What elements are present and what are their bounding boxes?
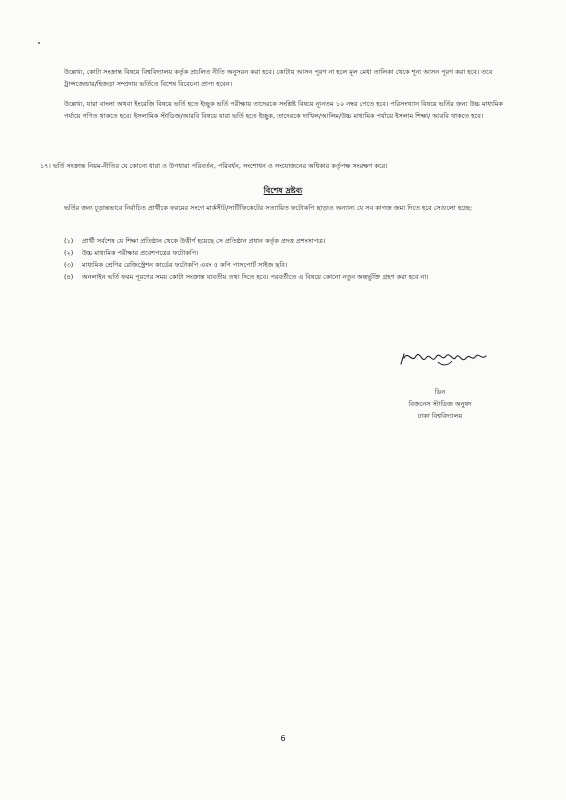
list-item-text: মাধ্যমিক শ্রেণির রেজিস্ট্রেশন কার্ডের ফটোকপি এবং ৫ কপি পাসপোর্ট সাইজ ছবি। xyxy=(82,261,288,269)
handwritten-signature xyxy=(398,342,490,370)
rule-17-paragraph: ১৭। ভর্তি সংক্রান্ত নিয়ম-নীতির যে কোনো ধারা ও উপধারা পরিবর্তন, পরিবর্ধন, সংশোধন ও সংযোজনের অধিকার কর্তৃপক্ষ সংরক্ষণ করে। xyxy=(40,162,388,170)
list-item-number: (১) xyxy=(64,237,74,245)
signatory-title: ডিন xyxy=(434,388,446,396)
list-item-text: প্রার্থী সর্বশেষ যে শিক্ষা প্রতিষ্ঠান থেকে উত্তীর্ণ হয়েছে সে প্রতিষ্ঠান প্রধান কর্তৃক প্রদত্ত প্রশংসাপত্র। xyxy=(82,237,326,245)
list-item-number: (২) xyxy=(64,249,74,257)
special-note-heading: বিশেষ দ্রষ্টব্য xyxy=(263,186,303,195)
subject-requirement-paragraph: উল্লেখ্য, যারা বাংলা অথবা ইংরেজি বিষয়ে ভর্তি হতে ইচ্ছুক ভর্তি পরীক্ষায় তাদেরকে সংশ্লিষ্ট বিষয়ে ন্যূনতম ১০ নম্বর পেতে হবে। পরিসংখ্যান বিষয়ে ভর্তির জন্য উচ্চ মাধ্যমিক পর্যায়ে গণিত থাকতে হবে। ইসলামিক স্টাডিজ/আরবি বিষয়ে যারা ভর্তি হতে ইচ্ছুক, তাদেরকে দাখিল/আলিম/উচ্চ মাধ্যমিক পর্যায়ে ইসলাম শিক্ষা/ আরবি থাকতে হবে। xyxy=(64,100,503,120)
list-item-number: (৩) xyxy=(64,261,74,269)
list-item-number: (৪) xyxy=(64,273,74,281)
list-item xyxy=(64,259,504,271)
signatory-university: ঢাকা বিশ্ববিদ্যালয় xyxy=(417,412,463,420)
scan-mark xyxy=(38,42,40,44)
list-item-text: অনলাইন ভর্তি ফরম পূরণের সময় কোটা সংক্রান্ত যাবতীয় তথ্য দিতে হবে। পরবর্তীতে এ বিষয়ে কোনো নতুন অন্তর্ভুক্তি গ্রহণ করা হবে না। xyxy=(82,273,429,281)
special-note-intro: ভর্তির জন্য চূড়ান্তভাবে নির্বাচিত প্রার্থীকে ফরমের সংগে মার্কসীট/সার্টিফিকেটের সত্যায়িত ফটোকপি ছাড়াও অন্যান্য যে সব কাগজ জমা দিতে হবে সেগুলো হচ্ছে: xyxy=(64,204,473,212)
required-documents-list xyxy=(64,235,504,283)
signatory-office xyxy=(395,386,485,422)
list-item-text: উচ্চ মাধ্যমিক পরীক্ষার প্রবেশপত্রের ফটোকপি। xyxy=(82,249,199,257)
signatory-faculty: বিজনেস স্টাডিজ অনুষদ xyxy=(408,400,472,408)
list-item xyxy=(64,235,504,247)
list-item xyxy=(64,247,504,259)
page-number: 6 xyxy=(280,734,286,743)
quota-note-paragraph: উল্লেখ্য, কোটা সংক্রান্ত বিষয়ে বিশ্ববিদ্যালয় কর্তৃক প্রচলিত নীতি অনুসরন করা হবে। কোটায় আসন পূরণ না হলে মূল মেধা তালিকা থেকে শূন্য আসন পূরণ করা হবে। তবে ট্রান্সজেন্ডার/হিজড়া সম্প্রদায় ভর্তিতে বিশেষ বিবেচনা প্রাপ্য হবেন। xyxy=(64,68,493,88)
list-item xyxy=(64,271,504,283)
